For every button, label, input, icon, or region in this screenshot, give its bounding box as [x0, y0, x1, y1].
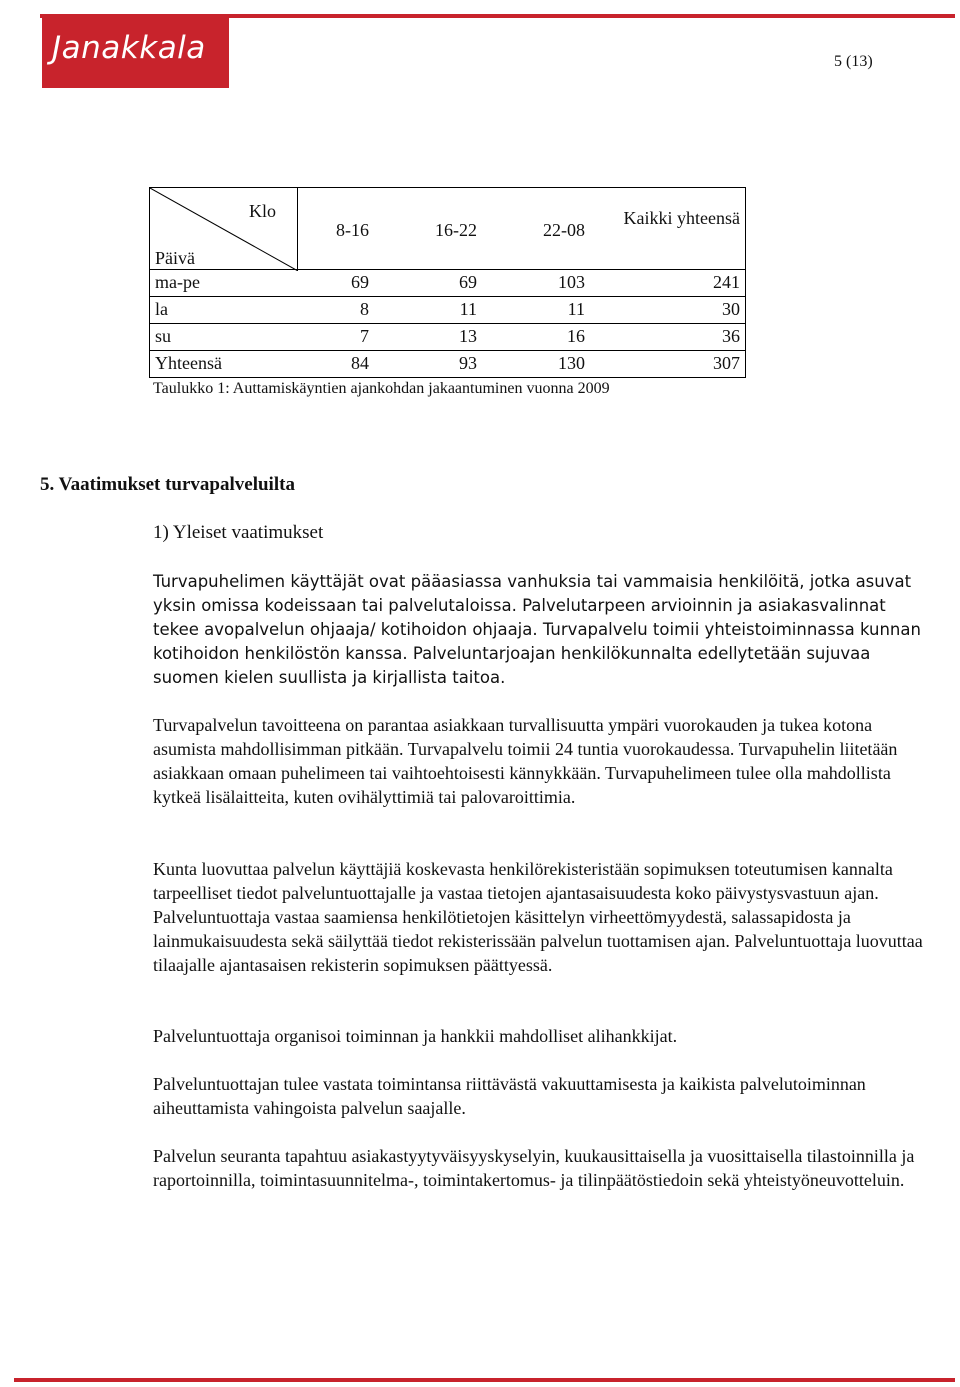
- table-cell: 103: [558, 272, 585, 292]
- corner-label-time: Klo: [249, 201, 276, 221]
- subsection-heading: 1) Yleiset vaatimukset: [153, 522, 324, 543]
- row-label: ma-pe: [155, 272, 200, 292]
- table-cell: 69: [459, 272, 477, 292]
- table-caption: Taulukko 1: Auttamiskäyntien ajankohdan jakaantuminen vuonna 2009: [153, 380, 610, 397]
- table-header: [149, 187, 746, 270]
- row-label: Yhteensä: [155, 353, 222, 373]
- column-header: 16-22: [435, 220, 477, 240]
- paragraph: Palveluntuottajan tulee vastata toimintansa riittävästä vakuuttamisesta ja kaikista palvelutoiminnan aiheuttamista vahingoista palvelun saajalle.: [153, 1074, 866, 1118]
- paragraph: Palvelun seuranta tapahtuu asiakastyytyväisyyskyselyin, kuukausittaisella ja vuosittaisella tilastoinnilla ja raportoinnilla, toimintasuunnitelma-, toimintakertomus- ja tilinpäätöstiedoin sekä yhteistyöneuvotteluin.: [153, 1146, 915, 1190]
- table-cell: 36: [722, 326, 740, 346]
- column-header: 8-16: [336, 220, 369, 240]
- table-cell: 93: [459, 353, 477, 373]
- visits-table: [149, 187, 746, 378]
- logo-text: Janakkala: [52, 30, 206, 66]
- table-corner-cell: [150, 188, 298, 271]
- column-header: 22-08: [543, 220, 585, 240]
- table-row-total: [149, 351, 746, 378]
- janakkala-logo: [42, 18, 229, 88]
- page-number: 5 (13): [834, 53, 873, 70]
- table-cell: 11: [567, 299, 585, 319]
- table-row: [149, 297, 746, 324]
- paragraph: Kunta luovuttaa palvelun käyttäjiä koskevasta henkilörekisteristään sopimuksen toteutumisen kannalta tarpeelliset tiedot palveluntuottajalle ja vastaa tietojen ajantasaisuudesta koko päivystysvastuun ajan. Palveluntuottaja vastaa saamiensa henkilötietojen käsittelyn virheettömyydestä, salassapidosta ja lainmukaisuudesta sekä säilyttää tiedot rekisterissään palvelun tuottamisen ajan. Palveluntuottaja luovuttaa tilaajalle ajantasaisen rekisterin sopimuksen päättyessä.: [153, 859, 923, 975]
- table-cell: 8: [360, 299, 369, 319]
- footer-rule: [14, 1378, 955, 1382]
- table-cell: 307: [713, 353, 740, 373]
- paragraph: Palveluntuottaja organisoi toiminnan ja hankkii mahdolliset alihankkijat.: [153, 1026, 678, 1046]
- corner-label-day: Päivä: [155, 248, 195, 268]
- row-label: la: [155, 299, 168, 319]
- row-label: su: [155, 326, 172, 346]
- paragraph: Turvapuhelimen käyttäjät ovat pääasiassa vanhuksia tai vammaisia henkilöitä, jotka asuvat yksin omissa kodeissaan tai palvelutaloissa. Palvelutarpeen arvioinnin ja asiakasvalinnat tekee avopalvelun ohjaaja/ kotihoidon ohjaaja. Turvapalvelu toimii yhteistoiminnassa kunnan kotihoidon henkilöstön kanssa. Palveluntarjoajan henkilökunnalta edellytetään sujuvaa suomen kielen suullista ja kirjallista taitoa.: [153, 572, 921, 687]
- table-cell: 13: [459, 326, 477, 346]
- table-cell: 11: [459, 299, 477, 319]
- paragraph: Turvapalvelun tavoitteena on parantaa asiakkaan turvallisuutta ympäri vuorokauden ja tukea kotona asumista mahdollisimman pitkään. Turvapalvelu toimii 24 tuntia vuorokaudessa. Turvapuhelin liitetään asiakkaan omaan puhelimeen tai vaihtoehtoisesti kännykkään. Turvapuhelimeen tulee olla mahdollista kytkeä lisälaitteita, kuten ovihälyttimiä tai palovaroittimia.: [153, 715, 898, 807]
- table-cell: 16: [567, 326, 585, 346]
- table-cell: 84: [351, 353, 369, 373]
- column-header-total: Kaikki yhteensä: [623, 208, 740, 228]
- table-cell: 30: [722, 299, 740, 319]
- section-heading: 5. Vaatimukset turvapalveluilta: [40, 474, 295, 495]
- table-row: [149, 324, 746, 351]
- table-row: [149, 270, 746, 297]
- table-cell: 69: [351, 272, 369, 292]
- table-cell: 241: [713, 272, 740, 292]
- table-cell: 7: [360, 326, 369, 346]
- table-cell: 130: [558, 353, 585, 373]
